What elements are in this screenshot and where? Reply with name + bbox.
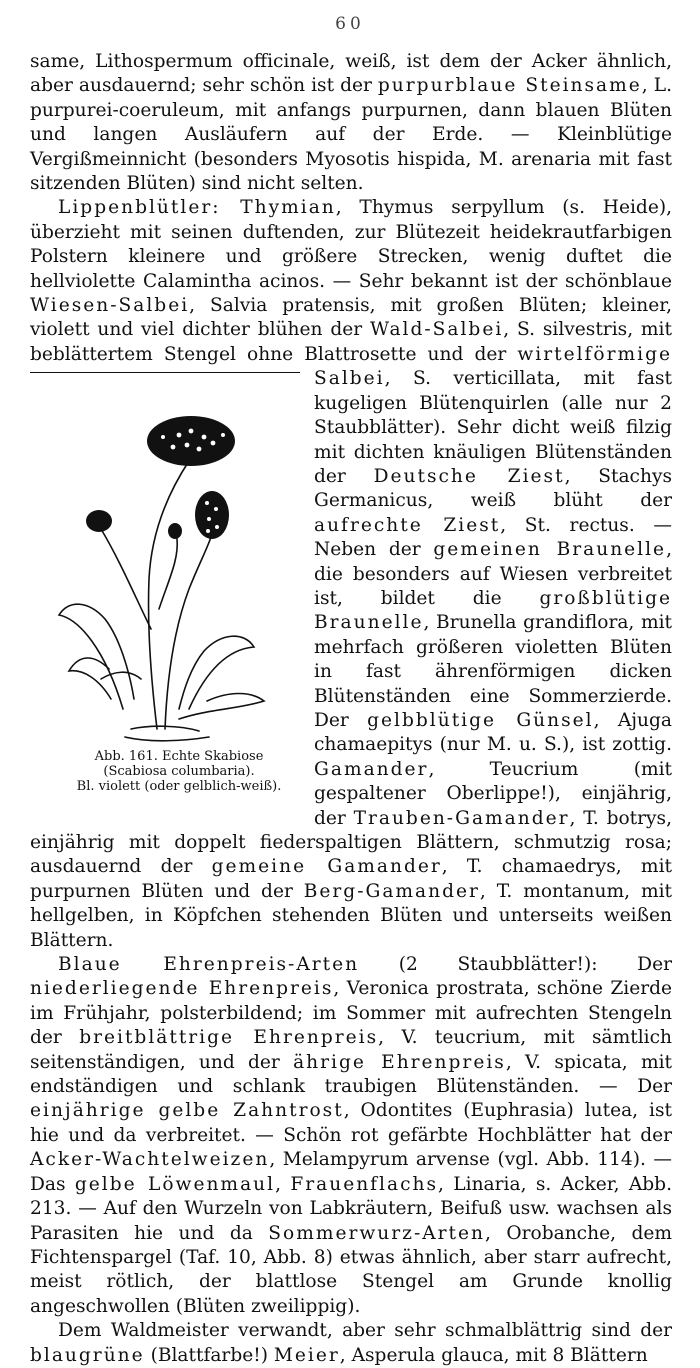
species-name: Thymian (240, 197, 336, 219)
species-name: purpurblaue Steinsame (377, 75, 642, 97)
species-name: Berg-Gamander (303, 880, 480, 902)
text-run: (Blattfarbe!) (144, 1344, 274, 1366)
text-run: , S. silvestris, mit beblättertem Stengel ohne Blattrosette und der (30, 319, 672, 365)
text-run: , Brunella grandiflora, mit mehrfach größeren violetten Blüten in fast ährenförmigen dicken Blütenständen eine Sommerzierde. Der (314, 612, 672, 731)
text-run: , Thymus serpyllum (s. Heide), überzieht mit seinen duftenden, zur Blütezeit heidekrautfarbigen Polstern kleinere und größere Strecken, wenig duftet die hellviolette Calamintha acinos. — Sehr bekannt ist der schönblaue (30, 197, 672, 292)
text-run: , Odontites (Euphrasia) lutea, ist hie und da verbreitet. — Schön rot gefärbte Hochblätter hat der (30, 1100, 672, 1146)
species-name: breitblättrige Ehrenpreis (79, 1027, 379, 1049)
text-run: , Veronica prostrata, schöne Zierde im Frühjahr, polsterbildend; im Sommer mit aufrechten Stengeln der (30, 978, 672, 1049)
species-name: einjährige gelbe Zahntrost (30, 1100, 344, 1122)
text-run: , T. botrys, einjährig mit doppelt fiederspaltigen Blättern, schmutzig rosa; ausdauernd der (30, 807, 672, 878)
paragraph-woodruff (30, 1319, 672, 1368)
species-name: aufrechte Ziest (314, 514, 501, 536)
text-run: , Ajuga chamaepitys (nur M. u. S.), ist zottig. (314, 709, 672, 756)
species-name: niederliegende Ehrenpreis (30, 978, 334, 1000)
species-name: Acker-Wachtelweizen (30, 1149, 270, 1171)
group-heading: Blaue Ehrenpreis-Arten (58, 954, 360, 976)
species-name: Trauben-Gamander (353, 807, 570, 829)
species-name: gelbblütige Günsel (367, 709, 594, 731)
body-text (30, 50, 672, 1368)
text-run: , V. teucrium, mit sämtlich seitenständigen, und der (30, 1027, 672, 1073)
paragraph-mint-family (30, 196, 672, 953)
species-name: Deutsche Ziest (373, 465, 565, 487)
text-run: same, Lithospermum officinale, weiß, ist dem der Acker ähnlich, aber ausdauernd; sehr schön ist der (30, 51, 672, 97)
text-run: , T. chamaedrys, mit purpurnen Blüten und der (30, 856, 672, 902)
species-name: wirtelförmige Salbei (314, 343, 672, 390)
paragraph-borage-family (30, 50, 672, 196)
text-run: , (275, 1173, 291, 1195)
text-run: , die besonders auf Wiesen verbreitet ist, bildet die (314, 539, 672, 609)
family-heading: Lippenblütler: (58, 197, 241, 219)
species-name: gelbe Löwenmaul (74, 1173, 276, 1195)
species-name: Frauenflachs (290, 1173, 439, 1195)
text-run: , Linaria, s. Acker, Abb. 213. — Auf den Wurzeln von Labkräutern, Beifuß usw. wachsen als Parasiten hie und da (30, 1173, 672, 1244)
scabiosa-illustration (39, 379, 291, 747)
species-name: Meier (273, 1344, 340, 1366)
text-run: (besonders Myosotis hispida, M. arenaria mit fast sitzenden Blüten) sind nicht selten. (30, 148, 672, 195)
species-name: Wiesen-Salbei (30, 295, 190, 317)
caption-line: Bl. violett (oder gelblich-weiß). (76, 779, 282, 795)
page-number: 60 (335, 14, 365, 34)
species-name: großblütige Braunelle (314, 587, 672, 634)
species-name: Gamander (314, 758, 429, 780)
caption-line: (Scabiosa columbaria). (103, 764, 255, 780)
text-run: , St. rectus. — Neben der (314, 514, 672, 561)
text-run: , Orobanche, dem Fichtenspargel (Taf. 10, Abb. 8) etwas ähnlich, aber starr aufrecht, meist rötlich, der blattlose Stengel am Grunde knollig angeschwollen (Blüten zweilippig). (30, 1222, 672, 1317)
text-run: , Salvia pratensis, mit großen Blüten; kleiner, violett und viel dichter blühen der (30, 295, 672, 341)
species-name: blaugrüne (30, 1344, 145, 1366)
text-run: , Asperula glauca, mit 8 Blättern (339, 1344, 648, 1366)
species-name: Kleinblütige Vergißmeinnicht (30, 124, 672, 170)
figure-caption (30, 749, 300, 794)
species-name: Sommerwurz-Arten (268, 1222, 486, 1244)
species-name: gemeine Gamander (211, 856, 442, 878)
text-run: , L. purpurei-coeruleum, mit anfangs purpurnen, dann blauen Blüten und langen Ausläufern auf der Erde. — (30, 75, 672, 146)
text-run: (2 Staubblätter!): Der (359, 954, 672, 976)
text-run: , T. montanum, mit hellgelben, in Köpfchen stehenden Blüten und unterseits weißen Blättern. (30, 880, 672, 951)
caption-line: Abb. 161. Echte Skabiose (94, 749, 264, 765)
text-run: Dem Waldmeister verwandt, aber sehr schmalblättrig sind der (58, 1320, 672, 1342)
species-name: gemeinen Braunelle (433, 539, 667, 561)
figure-scabiosa (30, 372, 300, 805)
text-run: , V. spicata, mit endständigen und schlank traubigen Blütenständen. — Der (30, 1051, 672, 1098)
text-run: , Teucrium (mit gespaltener Oberlippe!), einjährig, der (314, 758, 672, 829)
text-run: , Melampyrum arvense (vgl. Abb. 114). — Das (30, 1149, 672, 1195)
species-name: ährige Ehrenpreis (293, 1051, 506, 1073)
species-name: Wald-Salbei (369, 319, 504, 341)
text-run: , S. verticillata, mit fast kugeligen Blütenquirlen (alle nur 2 Staubblätter). Sehr dicht weiß filzig mit dichten knäuligen Blütenständen der (314, 368, 672, 487)
paragraph-speedwell (30, 953, 672, 1319)
text-run: , Stachys Germanicus, weiß blüht der (314, 465, 672, 512)
